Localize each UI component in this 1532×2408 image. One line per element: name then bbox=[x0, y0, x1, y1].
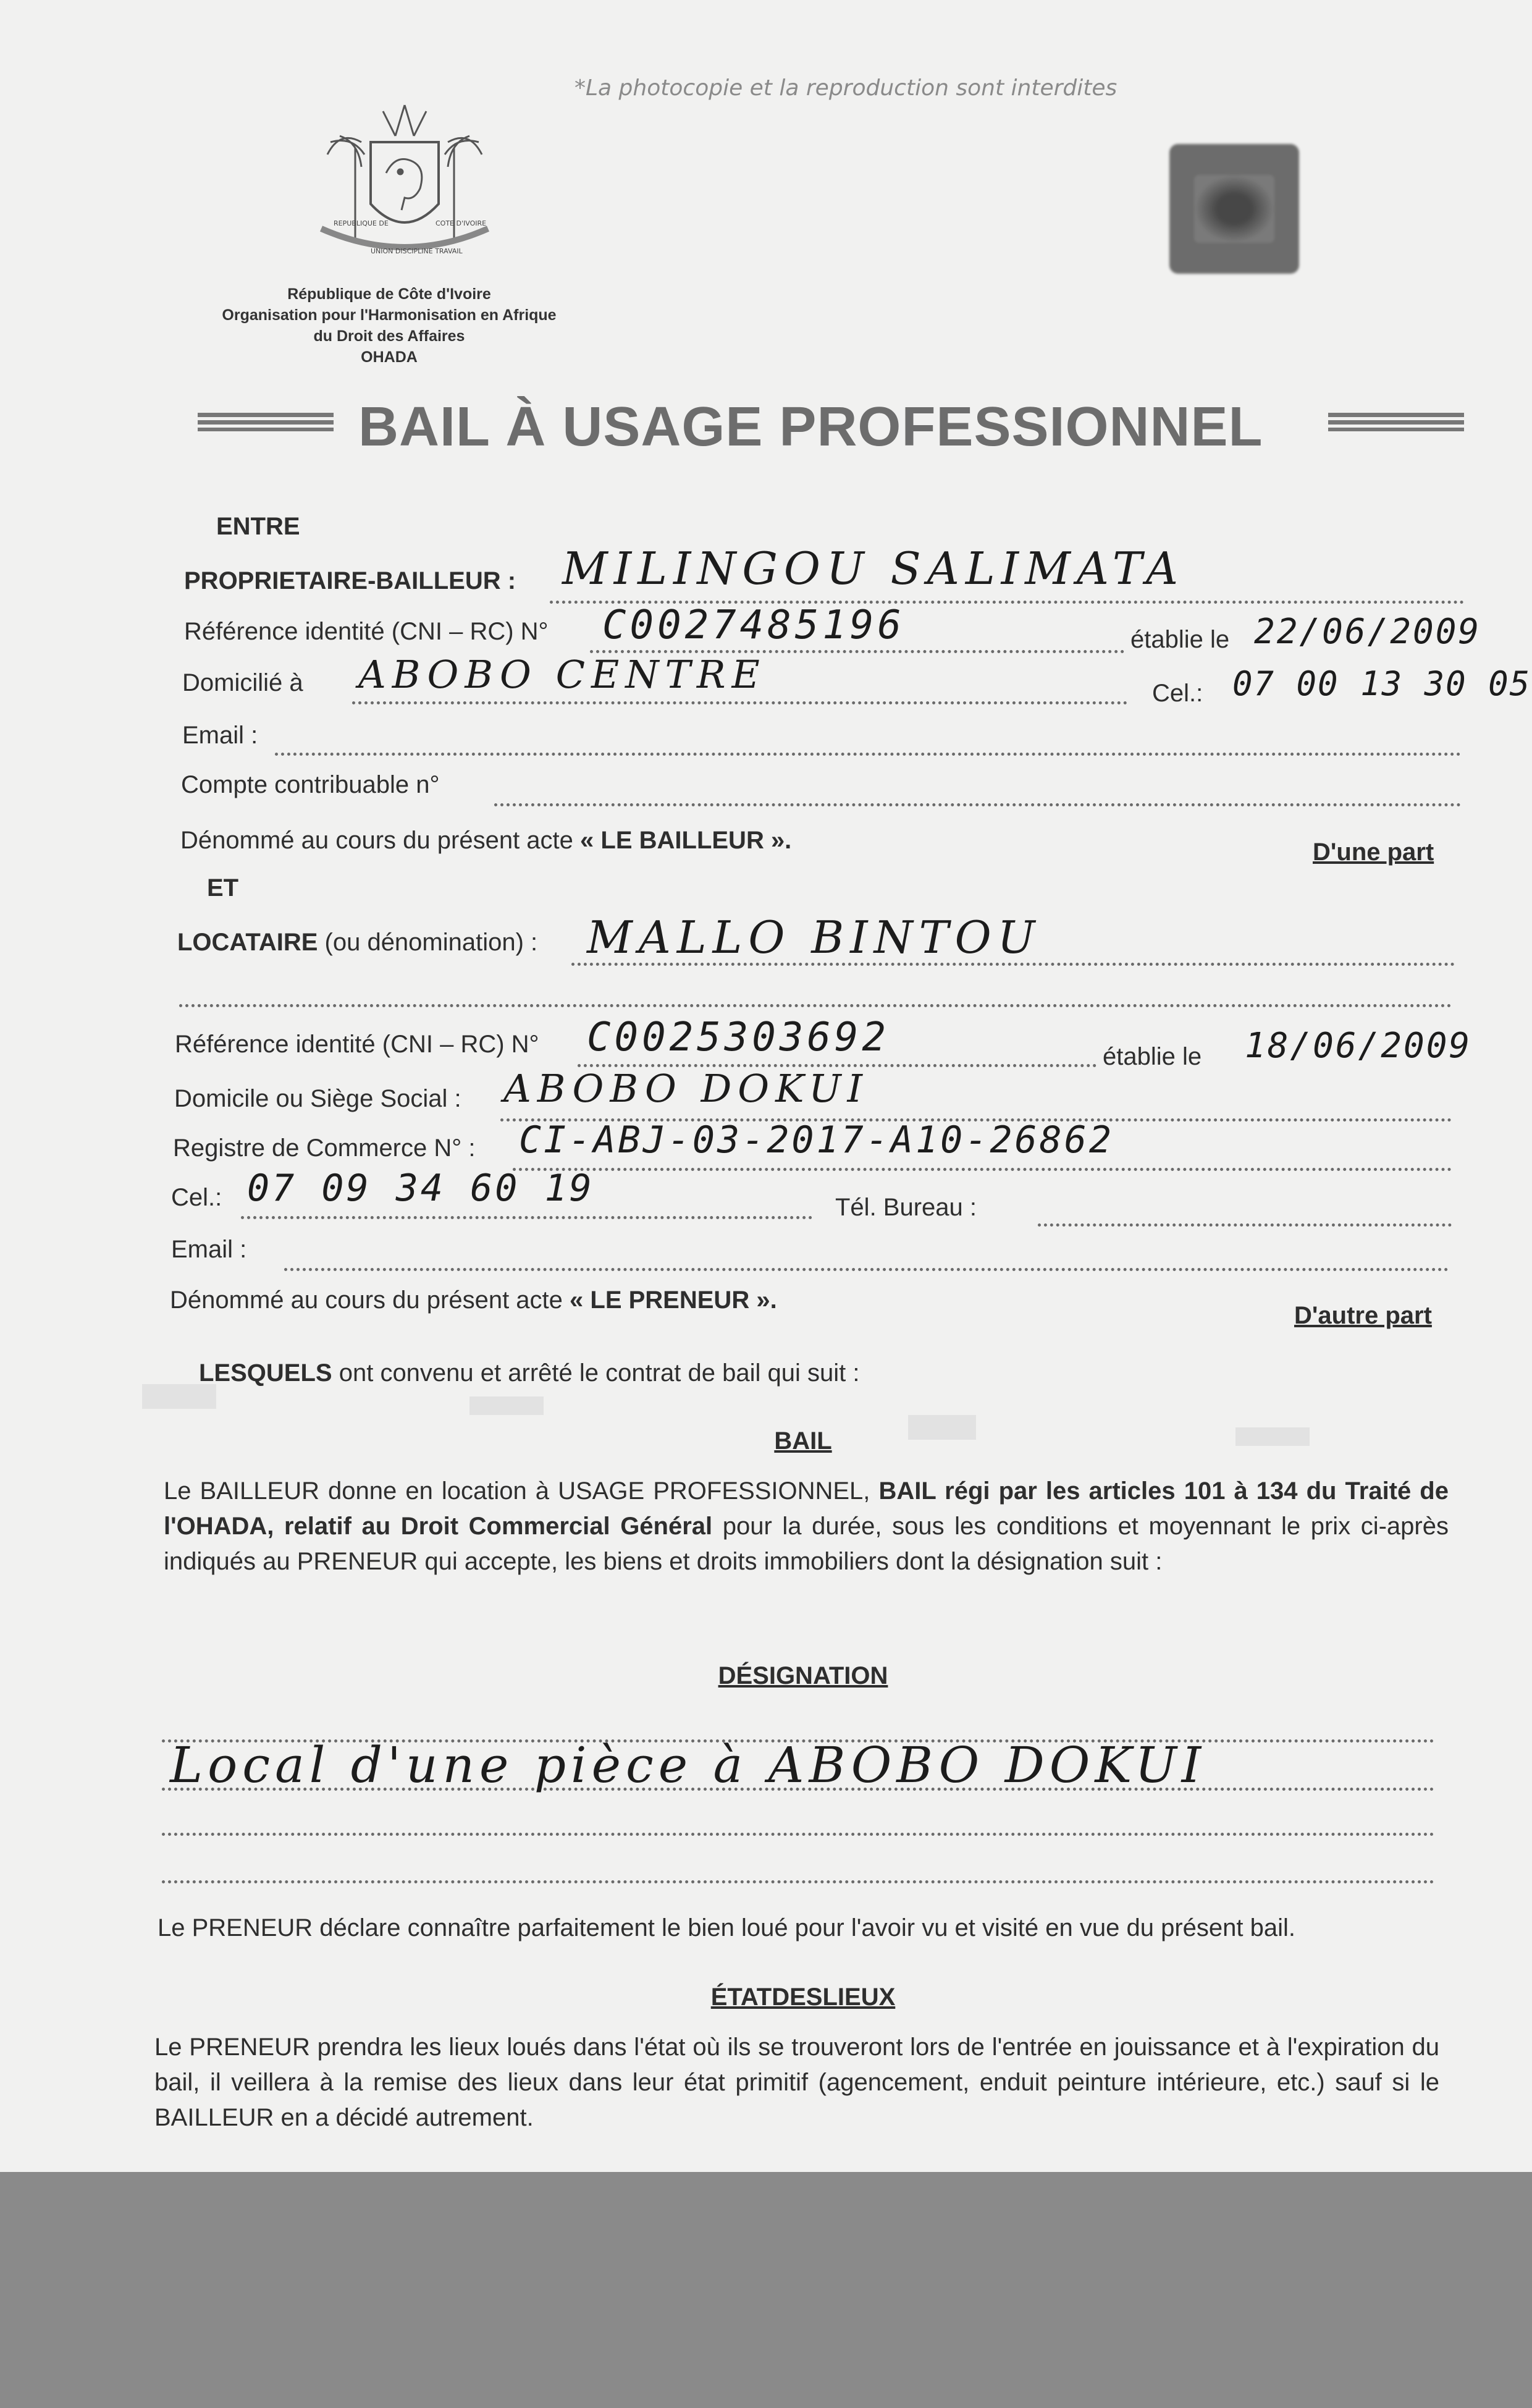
title-bar-right bbox=[1328, 413, 1464, 431]
header-line-3: du Droit des Affaires bbox=[313, 327, 465, 345]
designation-value: Local d'une pièce à ABOBO DOKUI bbox=[170, 1736, 1206, 1794]
bailleur-cel-label: Cel.: bbox=[1152, 680, 1203, 707]
bail-paragraph bbox=[164, 1474, 1449, 1579]
bailleur-compte-dots bbox=[494, 803, 1461, 806]
bailleur-cel-value: 07 00 13 30 05 bbox=[1232, 664, 1531, 703]
locataire-tel-label: Tél. Bureau : bbox=[835, 1194, 977, 1221]
bailleur-email-label: Email : bbox=[182, 722, 258, 749]
scan-smudge bbox=[1235, 1427, 1310, 1446]
title-bar-left bbox=[198, 413, 334, 431]
emblem-ribbon-left: REPUBLIQUE DE bbox=[334, 219, 389, 227]
locataire-tel-dots bbox=[1038, 1223, 1452, 1227]
locataire-ref-value: C0025303692 bbox=[587, 1015, 890, 1060]
bailleur-etablie-label: établie le bbox=[1130, 626, 1230, 653]
reproduction-notice: *La photocopie et la reproduction sont interdites bbox=[574, 75, 1117, 101]
designation-heading: DÉSIGNATION bbox=[718, 1662, 888, 1689]
locataire-email-label: Email : bbox=[171, 1236, 247, 1263]
bailleur-domicile-value: ABOBO CENTRE bbox=[358, 652, 766, 697]
locataire-label-suffix: (ou dénomination) : bbox=[324, 929, 538, 956]
etat-text: Le PRENEUR prendra les lieux loués dans l'état où ils se trouveront lors de l'entrée en jouissance et à l'expiration du bail, il veillera à la remise des lieux dans leur état primitif (agencement, enduit peinture intérieure, etc.) sauf si le BAILLEUR en a décidé autrement. bbox=[154, 2034, 1439, 2131]
scan-smudge bbox=[469, 1396, 544, 1415]
bailleur-domicile-label: Domicilié à bbox=[182, 669, 303, 696]
official-stamp bbox=[1169, 144, 1299, 274]
locataire-cel-dots bbox=[241, 1216, 812, 1219]
coat-of-arms-emblem bbox=[303, 99, 507, 284]
lesquels-line bbox=[199, 1359, 859, 1387]
locataire-label-line bbox=[177, 929, 537, 957]
bailleur-ref-value: C0027485196 bbox=[602, 602, 905, 648]
designation-dots-4 bbox=[162, 1880, 1434, 1883]
bailleur-email-dots bbox=[275, 753, 1461, 756]
locataire-extra-dots bbox=[179, 1004, 1452, 1007]
bail-paragraph-rest: pour la durée, sous les conditions et moyennant le prix ci-après indiqués au PRENEUR qui accepte, les biens et droits immobiliers dont la désignation suit : bbox=[164, 1513, 1449, 1575]
locataire-siege-value: ABOBO DOKUI bbox=[503, 1066, 869, 1111]
et-label: ET bbox=[207, 874, 239, 902]
bailleur-label: PROPRIETAIRE-BAILLEUR : bbox=[184, 567, 516, 594]
entre-label: ENTRE bbox=[216, 513, 300, 540]
locataire-registre-value: CI-ABJ-03-2017-A10-26862 bbox=[519, 1118, 1114, 1162]
bailleur-denomme-prefix: Dénommé au cours du présent acte bbox=[180, 827, 573, 854]
emblem-ribbon-center: UNION DISCIPLINE TRAVAIL bbox=[371, 247, 463, 255]
locataire-ref-label: Référence identité (CNI – RC) N° bbox=[175, 1031, 539, 1058]
header-line-2: Organisation pour l'Harmonisation en Afrique bbox=[222, 306, 557, 324]
bailleur-ref-label: Référence identité (CNI – RC) N° bbox=[184, 618, 549, 645]
locataire-siege-label: Domicile ou Siège Social : bbox=[174, 1085, 461, 1112]
etat-heading: ÉTATDESLIEUX bbox=[710, 1983, 896, 2011]
locataire-etablie-label: établie le bbox=[1103, 1043, 1202, 1070]
lesquels-bold: LESQUELS bbox=[199, 1359, 332, 1387]
designation-footer: Le PRENEUR déclare connaître parfaitement le bien loué pour l'avoir vu et visité en vue du présent bail. bbox=[158, 1914, 1295, 1941]
emblem-ribbon-right: COTE D'IVOIRE bbox=[436, 219, 487, 227]
bailleur-denomme bbox=[180, 827, 791, 855]
locataire-denomme bbox=[170, 1286, 777, 1314]
locataire-denomme-name: « LE PRENEUR ». bbox=[570, 1286, 777, 1314]
locataire-label: LOCATAIRE bbox=[177, 929, 318, 956]
header-line-1: République de Côte d'Ivoire bbox=[287, 285, 491, 303]
bailleur-domicile-dots bbox=[352, 701, 1127, 704]
locataire-registre-dots bbox=[513, 1168, 1452, 1171]
bailleur-name-value: MILINGOU SALIMATA bbox=[562, 543, 1184, 594]
locataire-part: D'autre part bbox=[1294, 1302, 1432, 1329]
bail-paragraph-bold: BAIL régi par les articles 101 à 134 du Traité de l'OHADA, relatif au Droit Commercial Général bbox=[164, 1477, 1449, 1540]
scan-smudge bbox=[142, 1384, 216, 1409]
bailleur-denomme-name: « LE BAILLEUR ». bbox=[580, 827, 792, 854]
locataire-cel-value: 07 09 34 60 19 bbox=[247, 1167, 594, 1210]
bailleur-compte-label: Compte contribuable n° bbox=[181, 771, 440, 798]
document-title-row bbox=[198, 389, 1464, 457]
locataire-name-value: MALLO BINTOU bbox=[587, 911, 1042, 963]
lesquels-rest: ont convenu et arrêté le contrat de bail qui suit : bbox=[339, 1359, 860, 1387]
header-line-4: OHADA bbox=[361, 349, 418, 366]
designation-dots-3 bbox=[162, 1833, 1434, 1836]
locataire-email-dots bbox=[284, 1268, 1449, 1271]
locataire-cel-label: Cel.: bbox=[171, 1184, 222, 1211]
document-title: BAIL À USAGE PROFESSIONNEL bbox=[358, 396, 1263, 458]
bailleur-part: D'une part bbox=[1313, 839, 1434, 866]
locataire-etablie-value: 18/06/2009 bbox=[1245, 1026, 1472, 1066]
bail-paragraph-intro: Le BAILLEUR donne en location à USAGE PROFESSIONNEL, bbox=[164, 1477, 870, 1505]
bail-heading: BAIL bbox=[774, 1427, 832, 1455]
locataire-registre-label: Registre de Commerce N° : bbox=[173, 1134, 476, 1162]
locataire-denomme-prefix: Dénommé au cours du présent acte bbox=[170, 1286, 563, 1314]
bailleur-etablie-value: 22/06/2009 bbox=[1254, 612, 1481, 652]
